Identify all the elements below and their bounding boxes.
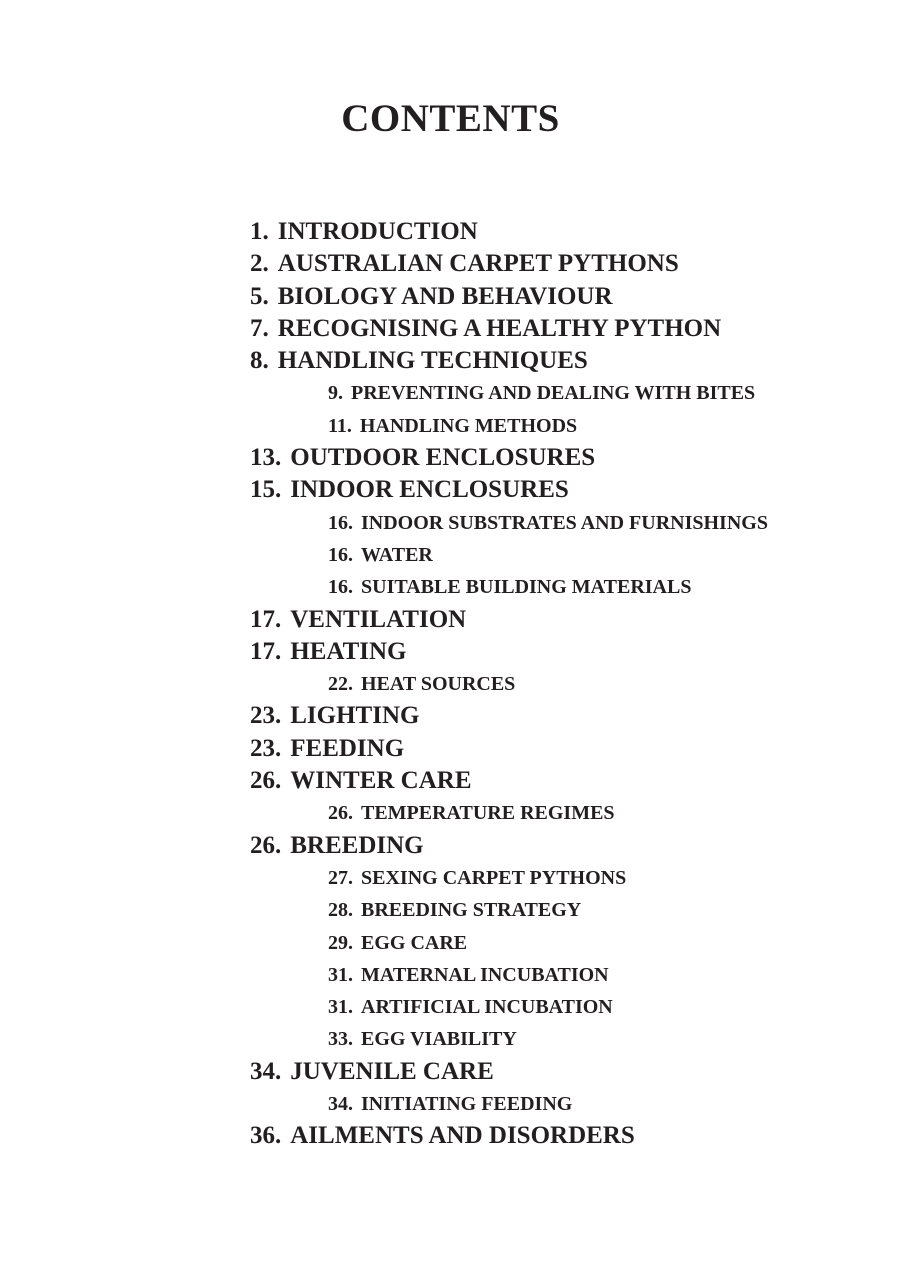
toc-entry-label: INDOOR ENCLOSURES <box>290 476 569 504</box>
toc-page-number: 29. <box>328 931 353 954</box>
toc-entry-label: INTRODUCTION <box>277 218 478 245</box>
toc-entry-label: EGG VIABILITY <box>361 1028 517 1051</box>
toc-page-number: 8. <box>250 347 269 375</box>
toc-section <box>0 410 901 442</box>
toc-section <box>0 571 901 603</box>
toc-page-number: 26. <box>250 831 282 859</box>
toc-chapter <box>0 313 901 345</box>
toc-page-number: 27. <box>328 866 353 889</box>
toc-chapter <box>0 216 901 248</box>
toc-chapter <box>0 830 901 862</box>
toc-page-number: 34. <box>250 1057 282 1085</box>
toc-section <box>0 1088 901 1120</box>
toc-page-number: 16. <box>328 543 353 566</box>
toc-page-number: 23. <box>250 734 282 762</box>
toc-page-number: 16. <box>328 511 353 534</box>
toc-chapter <box>0 700 901 732</box>
toc-page-number: 13. <box>250 444 282 472</box>
toc-page-number: 9. <box>328 382 343 405</box>
toc-entry-label: HEATING <box>290 637 407 665</box>
toc-chapter <box>0 604 901 636</box>
toc-page-number: 15. <box>250 476 282 504</box>
toc-entry-label: LIGHTING <box>290 702 420 730</box>
toc-page-number: 17. <box>250 637 282 665</box>
toc-entry-label: AILMENTS AND DISORDERS <box>290 1122 635 1150</box>
toc-chapter <box>0 474 901 506</box>
toc-entry-label: SUITABLE BUILDING MATERIALS <box>361 576 692 599</box>
toc-section <box>0 862 901 894</box>
toc-chapter <box>0 248 901 280</box>
toc-page-number: 2. <box>250 250 269 278</box>
toc-chapter <box>0 345 901 377</box>
toc-section <box>0 927 901 959</box>
toc-section <box>0 668 901 700</box>
toc-entry-label: INDOOR SUBSTRATES AND FURNISHINGS <box>361 511 768 534</box>
toc-page-number: 17. <box>250 605 282 633</box>
toc-page-number: 26. <box>328 802 353 825</box>
toc-entry-label: JUVENILE CARE <box>290 1057 494 1085</box>
toc-section <box>0 539 901 571</box>
toc-entry-label: AUSTRALIAN CARPET PYTHONS <box>277 250 679 278</box>
toc-chapter <box>0 733 901 765</box>
page-title: CONTENTS <box>341 97 560 140</box>
toc-chapter <box>0 1056 901 1088</box>
toc-section <box>0 894 901 926</box>
toc-page-number: 5. <box>250 282 269 310</box>
toc-entry-label: PREVENTING AND DEALING WITH BITES <box>351 382 756 405</box>
toc-section <box>0 797 901 829</box>
toc-entry-label: BREEDING STRATEGY <box>361 899 582 922</box>
toc-page-number: 28. <box>328 899 353 922</box>
toc-entry-label: EGG CARE <box>361 931 468 954</box>
toc-entry-label: RECOGNISING A HEALTHY PYTHON <box>277 314 722 342</box>
toc-page-number: 22. <box>328 673 353 696</box>
toc-page-number: 31. <box>328 996 353 1019</box>
toc-page-number: 1. <box>250 218 269 245</box>
toc-chapter <box>0 1120 901 1152</box>
toc-chapter <box>0 765 901 797</box>
toc-page-number: 36. <box>250 1122 282 1150</box>
toc-page-number: 26. <box>250 767 282 795</box>
toc-section <box>0 507 901 539</box>
toc-page-number: 31. <box>328 963 353 986</box>
toc-section <box>0 991 901 1023</box>
toc-section <box>0 959 901 991</box>
toc-entry-label: BIOLOGY AND BEHAVIOUR <box>277 282 613 310</box>
toc-entry-label: VENTILATION <box>290 605 467 633</box>
toc-entry-label: TEMPERATURE REGIMES <box>361 802 615 825</box>
toc-page-number: 23. <box>250 702 282 730</box>
toc-entry-label: SEXING CARPET PYTHONS <box>361 866 627 889</box>
toc-entry-label: WINTER CARE <box>290 767 472 795</box>
toc-entry-label: ARTIFICIAL INCUBATION <box>361 996 613 1019</box>
toc-chapter <box>0 636 901 668</box>
toc-page-number: 7. <box>250 314 269 342</box>
toc-entry-label: HANDLING METHODS <box>359 414 578 437</box>
toc-chapter <box>0 281 901 313</box>
toc-page-number: 33. <box>328 1028 353 1051</box>
toc-page-number: 16. <box>328 576 353 599</box>
toc-chapter <box>0 442 901 474</box>
toc-entry-label: BREEDING <box>290 831 424 859</box>
toc-entry-label: MATERNAL INCUBATION <box>361 963 609 986</box>
toc-entry-label: FEEDING <box>290 734 405 762</box>
toc-entry-label: HEAT SOURCES <box>361 673 516 696</box>
toc-entry-label: HANDLING TECHNIQUES <box>277 347 588 375</box>
toc-page-number: 11. <box>328 414 352 437</box>
toc-page-number: 34. <box>328 1093 353 1116</box>
toc-section <box>0 377 901 409</box>
toc-entry-label: INITIATING FEEDING <box>361 1093 573 1116</box>
table-of-contents <box>0 216 901 1153</box>
toc-section <box>0 1023 901 1055</box>
toc-entry-label: OUTDOOR ENCLOSURES <box>290 444 596 472</box>
toc-entry-label: WATER <box>361 543 433 566</box>
